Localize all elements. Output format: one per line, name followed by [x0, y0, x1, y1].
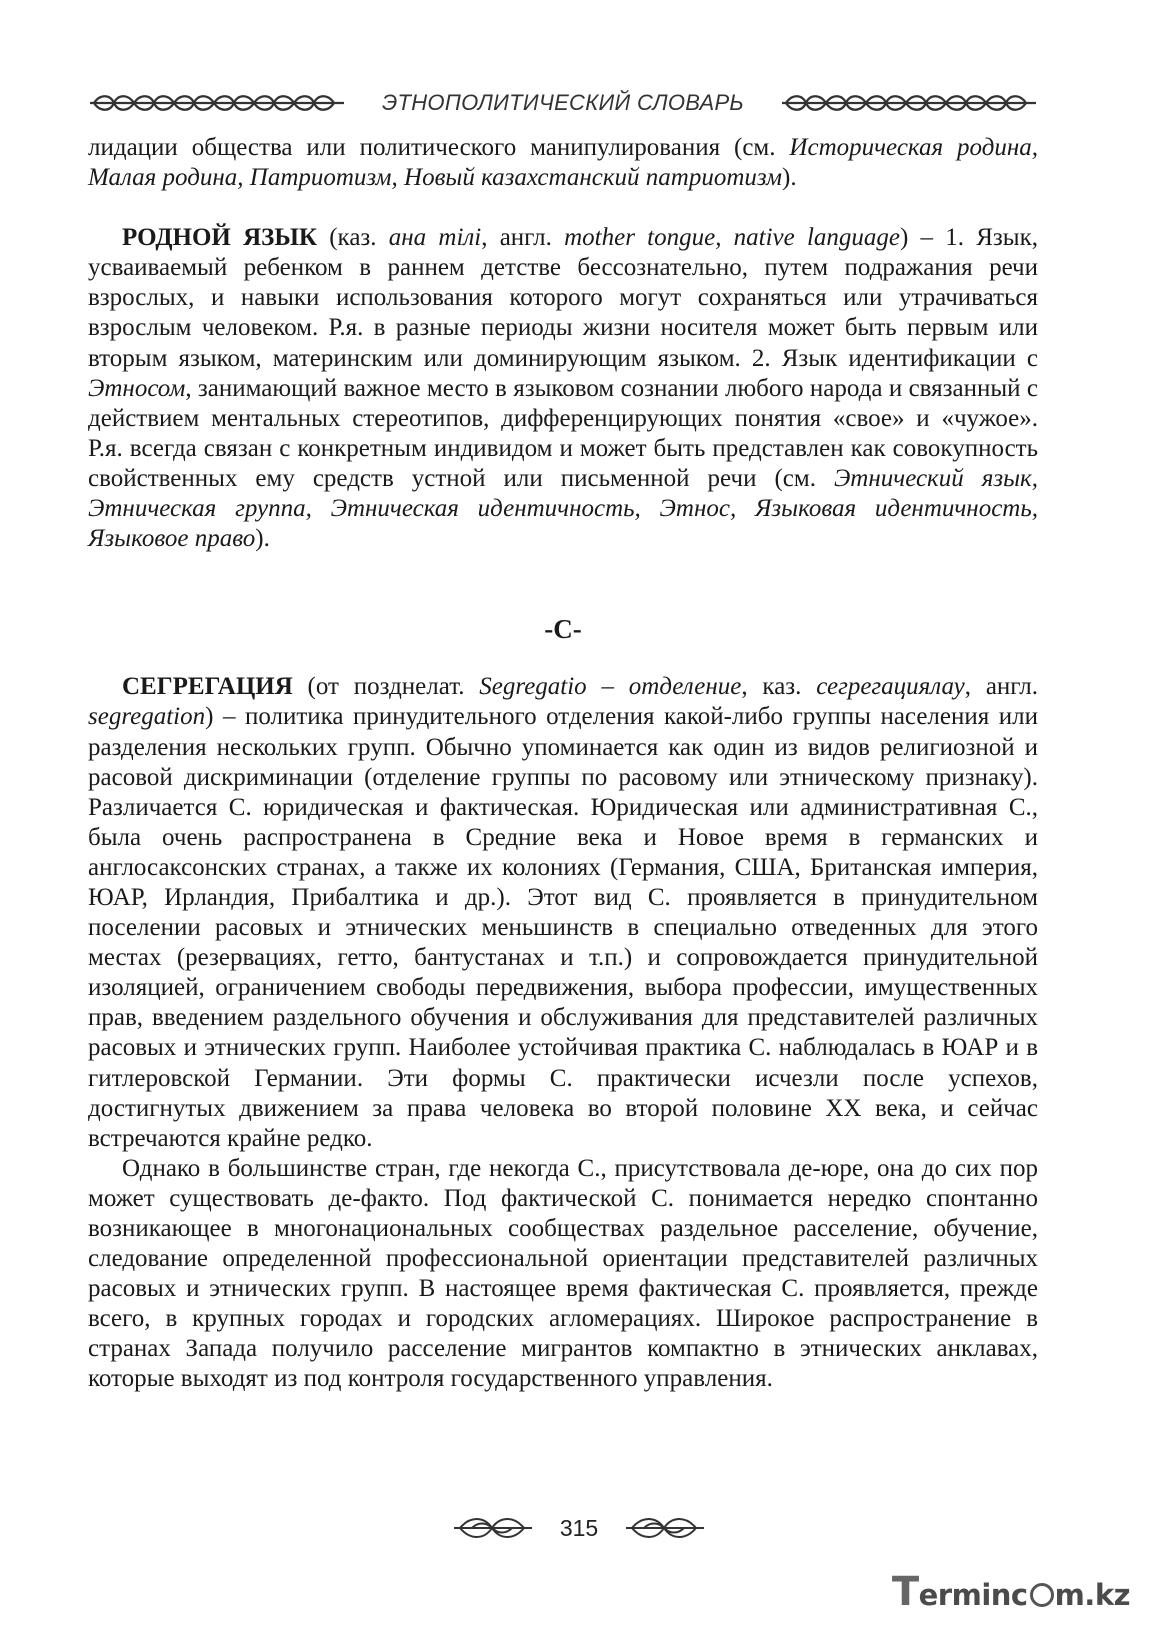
cross-reference: Этнический язык, Этническая группа, Этническая идентичность, Этнос, Языковая идентичность, Языковое право — [88, 464, 1038, 553]
term-kazakh: сегрегациялау — [816, 673, 965, 701]
entry-segregatsiya-paragraph-2: Однако в большинстве стран, где некогда С., присутствовала де-юре, она до сих пор может существовать де-факто. Под фактической С. понимается нередко спонтанно возникающее в многонациональных сообществах раздельное расселение, обучение, следование определенной профессиональной ориентации представителей различных расовых и этнических групп. В настоящее время фактическая С. проявляется, прежде всего, в крупных городах и городских агломерациях. Широкое распространение в странах Запада получило расселение мигрантов компактно в этнических анклавах, которые выходят из под контроля государственного управления. — [88, 1154, 1038, 1393]
site-watermark: T erminc m.kz — [891, 1569, 1130, 1615]
ornament-right-icon — [780, 92, 1038, 114]
ornament-left-icon — [88, 92, 346, 114]
watermark-ring-icon — [1030, 1583, 1054, 1607]
page-footer — [0, 1510, 1158, 1546]
entry-headword: СЕГРЕГАЦИЯ — [122, 673, 293, 701]
spacer — [88, 193, 1038, 223]
entry-headword: РОДНОЙ ЯЗЫК — [122, 224, 318, 252]
entry-rodnoy-yazyk: РОДНОЙ ЯЗЫК (каз. ана тілі, англ. mother tongue, native language) – 1. Язык, усваиваемый ребенком в раннем детстве бессознательно, путем подражания речи взрослых, и навыки использования которого могут сохраняться или утрачиваться взрослым человеком. Р.я. в разные периоды жизни носителя может быть первым или вторым языком, материнским или доминирующим языком. 2. Язык идентификации с Этносом, занимающий важное место в языковом сознании любого народа и связанный с действием ментальных стереотипов, дифференцирующих понятия «свое» и «чужое». Р.я. всегда связан с конкретным индивидом и может быть представлен как совокупность свойственных ему средств устной или письменной речи (см. Этнический язык, Этническая группа, Этническая идентичность, Этнос, Языковая идентичность, Языковое право). — [88, 224, 1038, 553]
page-body — [88, 133, 1038, 1395]
term-kazakh: ана тілі — [388, 224, 482, 252]
entry-segregatsiya: СЕГРЕГАЦИЯ (от позднелат. Segregatio – отделение, каз. сегрегациялау, англ. segregation) – политика принудительного отделения какой-либо группы населения или разделения нескольких групп. Обычно упоминается как один из видов религиозной и расовой дискриминации (отделение группы по расовому или этническому признаку). Различается С. юридическая и фактическая. Юридическая или административная С., была очень распространена в Средние века и Новое время в германских и англосаксонских странах, а также их колониях (Германия, США, Британская империя, ЮАР, Ирландия, Прибалтика и др.). Этот вид С. проявляется в принудительном поселении расовых и этнических меньшинств в специально отведенных для этого местах (резервациях, гетто, бантустанах и т.п.) и сопровождается принудительной изоляцией, ограничением свободы передвижения, выбора профессии, имущественных прав, введением раздельного обучения и обслуживания для представителей различных расовых и этнических групп. Наиболее устойчивая практика С. наблюдалась в ЮАР и в гитлеровской Германии. Эти формы С. практически исчезли после успехов, достигнутых движением за права человека во второй половине XX века, и сейчас встречаются крайне редко. — [88, 673, 1039, 1152]
continuation-paragraph: лидации общества или политического манипулирования (см. Историческая родина, Малая родина, Патриотизм, Новый казахстанский патриотизм). — [88, 134, 1038, 192]
cross-reference: Этносом — [88, 374, 186, 402]
term-etymology: Segregatio – отделение — [479, 673, 742, 701]
term-english: segregation — [88, 703, 206, 731]
running-header — [88, 86, 1038, 120]
cross-reference: Историческая родина, Малая родина, Патриотизм, Новый казахстанский патриотизм — [88, 134, 1038, 192]
flourish-left-icon — [452, 1516, 534, 1540]
term-english: mother tongue, native language — [564, 224, 901, 252]
page-number: 315 — [559, 1514, 599, 1541]
flourish-right-icon — [624, 1516, 706, 1540]
running-header-title: ЭТНОПОЛИТИЧЕСКИЙ СЛОВАРЬ — [381, 90, 745, 115]
section-letter: -С- — [544, 614, 582, 645]
